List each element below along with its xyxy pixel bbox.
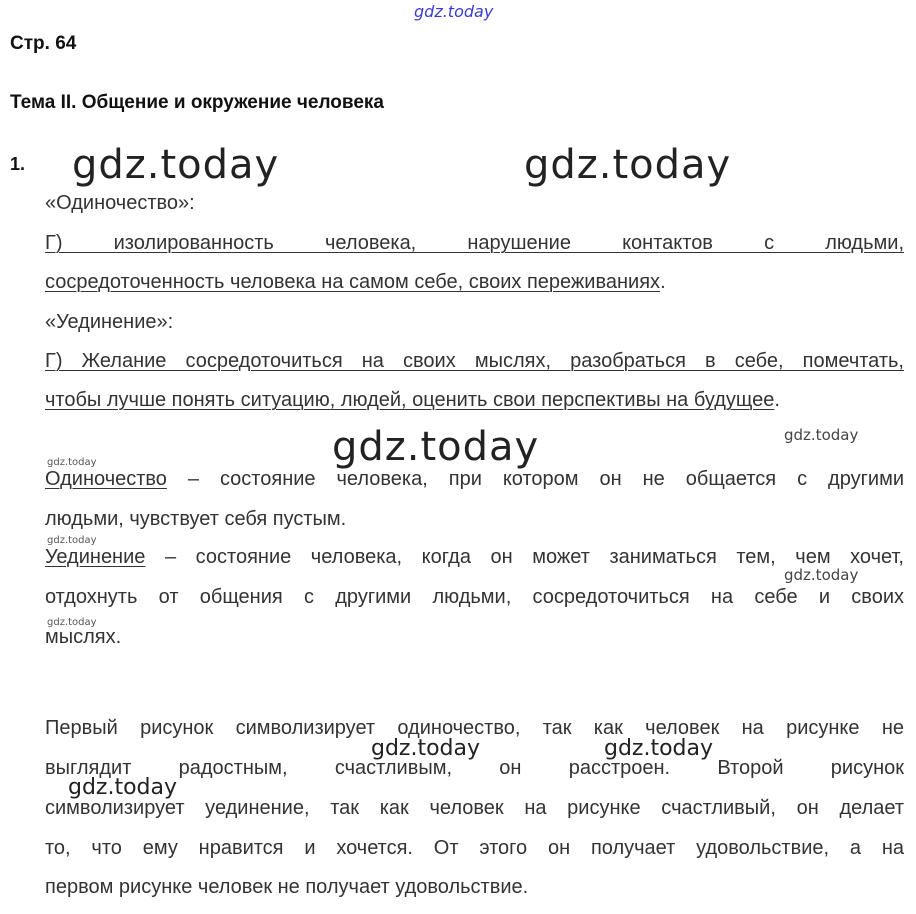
loneliness-period: . bbox=[660, 271, 666, 293]
watermark-mid-2: gdz.today bbox=[604, 736, 714, 761]
watermark-small-2: gdz.today bbox=[784, 566, 859, 584]
loneliness-answer-line-1: Г) изолированность человека, нарушение контактов с людьми, bbox=[45, 232, 904, 254]
pictures-line-1: Первый рисунок символизирует одиночество, так как человек на рисунке не bbox=[45, 717, 904, 739]
topic-title: Тема II. Общение и окружение человека bbox=[10, 92, 384, 113]
watermark-large-2: gdz.today bbox=[524, 142, 732, 188]
loneliness-definition-line-1 bbox=[45, 468, 904, 491]
solitude-answer-line-2: чтобы лучше понять ситуацию, людей, оценить свои перспективы на будущее bbox=[45, 389, 775, 411]
solitude-definition-text-1: – состояние человека, когда он может заниматься тем, чем хочет, bbox=[145, 546, 904, 568]
watermark-mid-1: gdz.today bbox=[371, 736, 481, 761]
pictures-line-5: первом рисунке человек не получает удовольствие. bbox=[45, 876, 529, 898]
loneliness-answer-line-2: сосредоточенность человека на самом себе, своих переживаниях bbox=[45, 271, 661, 293]
watermark-large-1: gdz.today bbox=[72, 142, 280, 188]
watermark-mid-3: gdz.today bbox=[68, 775, 178, 800]
pictures-line-2: выглядит радостным, счастливым, он расстроен. Второй рисунок bbox=[45, 757, 904, 779]
watermark-tiny-1: gdz.today bbox=[47, 457, 97, 468]
watermark-top: gdz.today bbox=[414, 2, 494, 21]
watermark-tiny-3: gdz.today bbox=[47, 617, 97, 628]
loneliness-heading: «Одиночество»: bbox=[45, 192, 195, 214]
watermark-large-3: gdz.today bbox=[332, 424, 540, 470]
watermark-tiny-2: gdz.today bbox=[47, 535, 97, 546]
solitude-answer-line-1: Г) Желание сосредоточиться на своих мыслях, разобраться в себе, помечтать, bbox=[45, 350, 904, 372]
loneliness-term: Одиночество bbox=[45, 468, 167, 490]
task-number: 1. bbox=[10, 154, 26, 174]
solitude-definition-line-1 bbox=[45, 546, 904, 569]
loneliness-answer-line-2-wrap bbox=[45, 271, 666, 294]
pictures-line-4: то, что ему нравится и хочется. От этого он получает удовольствие, а на bbox=[45, 837, 904, 859]
solitude-term: Уединение bbox=[45, 546, 146, 568]
pictures-line-3: символизирует уединение, так как человек на рисунке счастливый, он делает bbox=[45, 797, 904, 819]
loneliness-definition-line-2: людьми, чувствует себя пустым. bbox=[45, 508, 347, 530]
watermark-small-1: gdz.today bbox=[784, 426, 859, 444]
loneliness-definition-text-1: – состояние человека, при котором он не общается с другими bbox=[166, 468, 904, 490]
page-label: Стр. 64 bbox=[10, 33, 77, 54]
solitude-definition-line-2: отдохнуть от общения с другими людьми, сосредоточиться на себе и своих bbox=[45, 586, 904, 608]
solitude-answer-line-2-wrap bbox=[45, 389, 780, 412]
solitude-definition-line-3: мыслях. bbox=[45, 626, 122, 648]
solitude-heading: «Уединение»: bbox=[45, 311, 174, 333]
solitude-period: . bbox=[774, 389, 780, 411]
